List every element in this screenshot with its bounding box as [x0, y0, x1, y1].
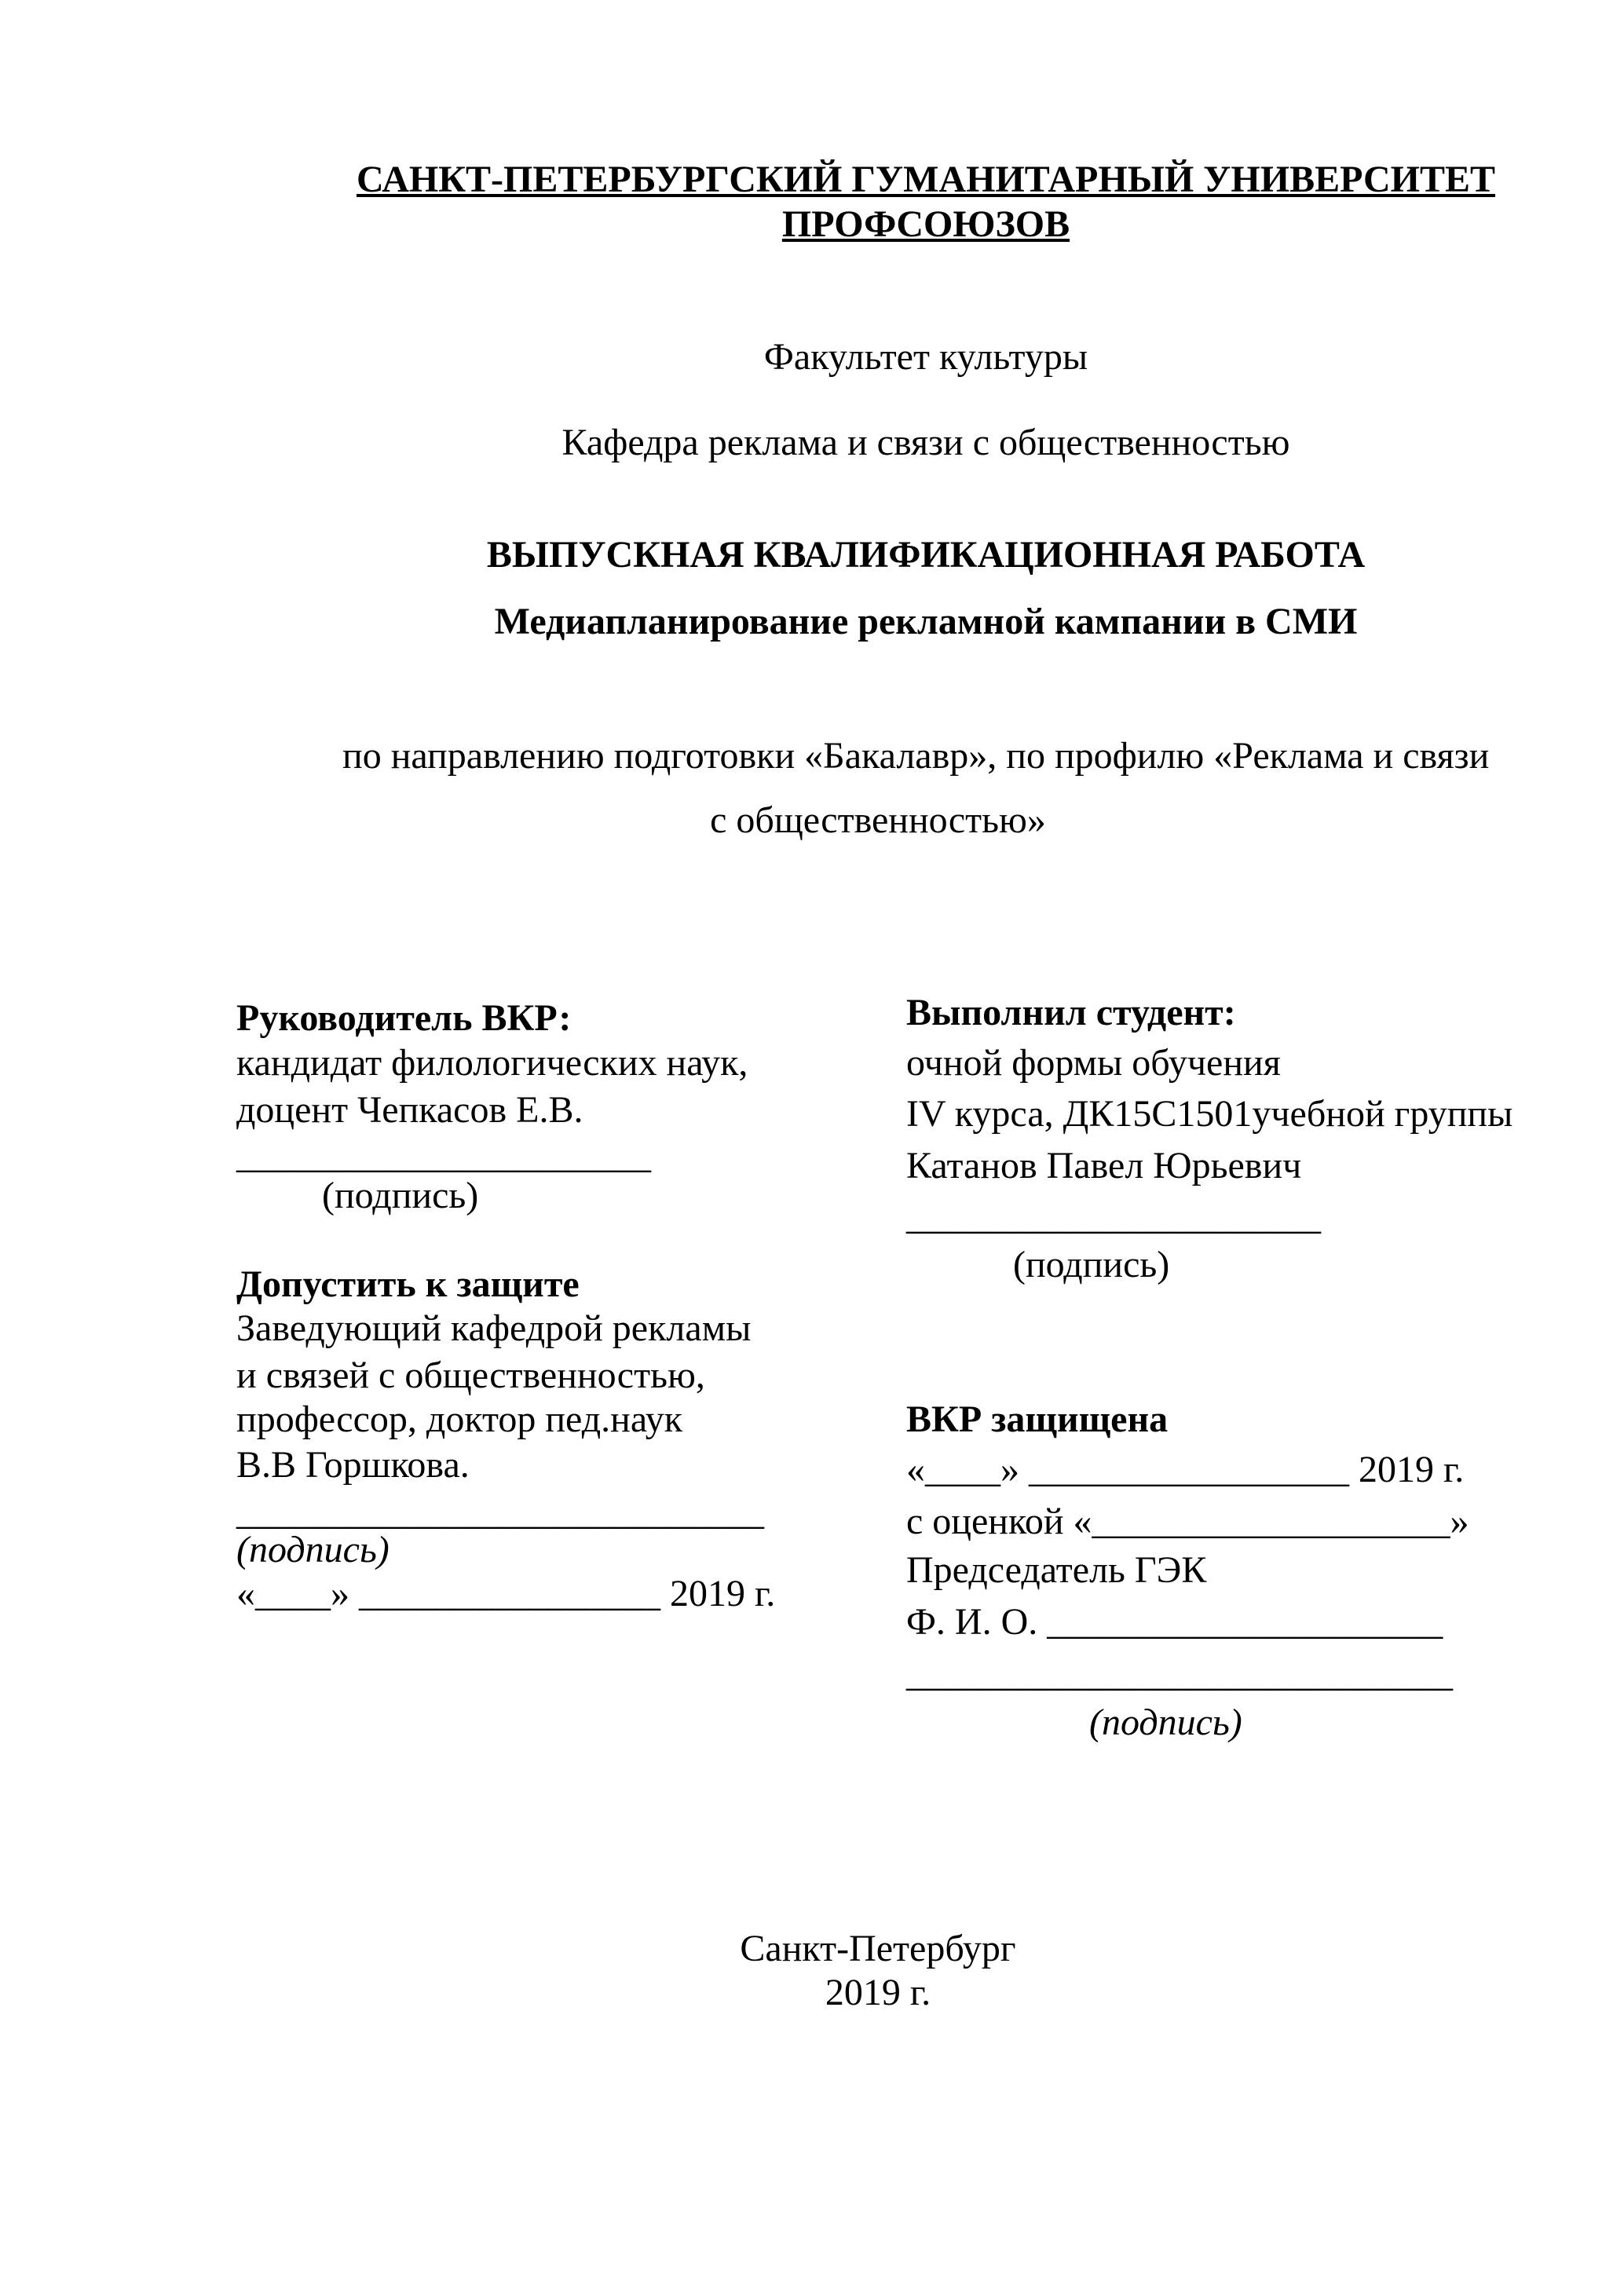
- defense-date: «____» _________________ 2019 г.: [906, 1449, 1465, 1490]
- chair-signature-line: _____________________________: [906, 1653, 1453, 1695]
- city: Санкт-Петербург: [740, 1928, 1016, 1969]
- university-name-line2: ПРОФСОЮЗОВ: [781, 203, 1070, 245]
- admission-line4: В.В Горшкова.: [236, 1444, 470, 1486]
- admission-signature-line: ____________________________: [236, 1491, 764, 1533]
- supervisor-signature-line: ______________________: [236, 1135, 651, 1176]
- student-signature-label: (подпись): [1013, 1244, 1170, 1285]
- university-name-line1: САНКТ-ПЕТЕРБУРГСКИЙ ГУМАНИТАРНЫЙ УНИВЕРСИТЕТ: [356, 159, 1496, 200]
- defense-heading: ВКР защищена: [906, 1398, 1169, 1440]
- admission-heading: Допустить к защите: [236, 1263, 580, 1305]
- student-course-group: IV курса, ДК15С1501учебной группы: [906, 1093, 1513, 1135]
- admission-line3: профессор, доктор пед.наук: [236, 1398, 683, 1440]
- thesis-topic: Медиапланирование рекламной кампании в СМИ: [494, 601, 1358, 642]
- chair-signature-label: (подпись): [1089, 1702, 1242, 1743]
- student-heading: Выполнил студент:: [906, 992, 1236, 1033]
- student-signature-line: ______________________: [906, 1196, 1321, 1238]
- admission-line2: и связей с общественностью,: [236, 1355, 705, 1396]
- faculty: Факультет культуры: [763, 336, 1088, 378]
- admission-date: «____» ________________ 2019 г.: [236, 1573, 776, 1614]
- chair-fio: Ф. И. О. _____________________: [906, 1601, 1443, 1643]
- supervisor-heading: Руководитель ВКР:: [236, 997, 572, 1039]
- department: Кафедра реклама и связи с общественностью: [561, 422, 1290, 463]
- student-name: Катанов Павел Юрьевич: [906, 1145, 1302, 1186]
- direction-line2: с общественностью»: [710, 799, 1046, 841]
- defense-grade: с оценкой «___________________»: [906, 1501, 1469, 1542]
- student-study-form: очной формы обучения: [906, 1042, 1281, 1084]
- commission-chair: Председатель ГЭК: [906, 1549, 1207, 1591]
- direction-line1: по направлению подготовки «Бакалавр», по профилю «Реклама и связи: [342, 735, 1490, 777]
- year: 2019 г.: [825, 1972, 931, 2013]
- admission-line1: Заведующий кафедрой рекламы: [236, 1307, 752, 1349]
- supervisor-name: доцент Чепкасов Е.В.: [236, 1089, 583, 1131]
- supervisor-degree: кандидат филологических наук,: [236, 1042, 748, 1084]
- admission-signature-label: (подпись): [236, 1529, 390, 1570]
- supervisor-signature-label: (подпись): [322, 1175, 479, 1216]
- work-type: ВЫПУСКНАЯ КВАЛИФИКАЦИОННАЯ РАБОТА: [486, 534, 1366, 576]
